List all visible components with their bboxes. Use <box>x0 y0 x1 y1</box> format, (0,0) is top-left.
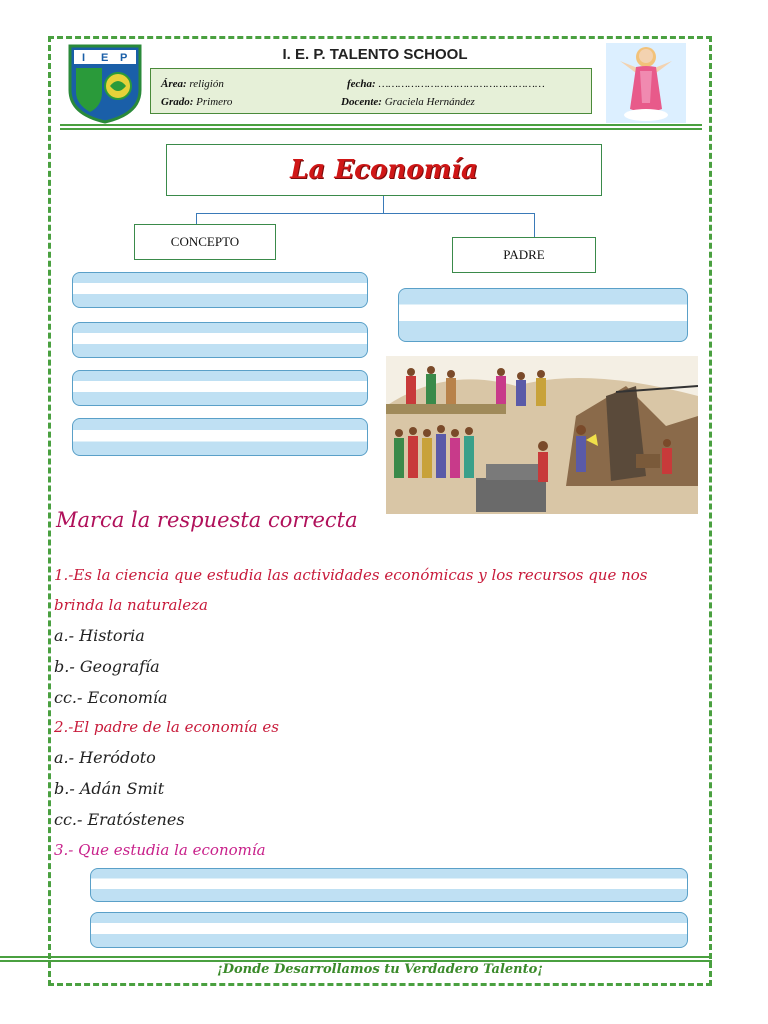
svg-text:P: P <box>120 52 128 64</box>
area-value: religión <box>189 78 224 90</box>
padre-answer-line[interactable] <box>398 288 688 342</box>
fecha-value: …………………………………………… <box>378 78 545 90</box>
docente-value: Graciela Hernández <box>384 96 475 108</box>
child-figure-image <box>606 43 686 123</box>
question-3-answer-line-2[interactable] <box>90 912 688 948</box>
connector-stem <box>383 196 384 214</box>
question-1-line-1: 1.-Es la ciencia que estudia las actividades económicas y los recursos que nos <box>54 566 648 584</box>
header-divider-2 <box>60 128 702 130</box>
question-2: 2.-El padre de la economía es <box>54 718 279 736</box>
concepto-box: CONCEPTO <box>134 224 276 260</box>
concept-answer-line-1[interactable] <box>72 272 368 308</box>
grado-label: Grado: <box>161 96 194 108</box>
concept-answer-line-3[interactable] <box>72 370 368 406</box>
school-logo <box>66 42 144 124</box>
question-1-option-a[interactable]: a.- Historia <box>54 626 145 645</box>
question-2-option-c[interactable]: cc.- Eratóstenes <box>54 810 185 829</box>
svg-text:I: I <box>82 52 86 64</box>
question-1-line-2: brinda la naturaleza <box>54 596 208 614</box>
economy-illustration <box>386 356 698 514</box>
footer-motto: ¡Donde Desarrollamos tu Verdadero Talento¡ <box>216 962 544 977</box>
question-2-option-a[interactable]: a.- Heródoto <box>54 748 156 767</box>
question-3: 3.- Que estudia la economía <box>54 841 266 859</box>
fecha-label: fecha: <box>347 78 376 90</box>
school-name: I. E. P. TALENTO SCHOOL <box>282 46 468 63</box>
connector-right <box>534 213 535 237</box>
header-divider <box>60 124 702 126</box>
diagram-title: La Economía <box>290 155 478 185</box>
docente-label: Docente: <box>341 96 382 108</box>
svg-text:E: E <box>101 52 109 64</box>
grado-value: Primero <box>196 96 233 108</box>
info-box <box>150 68 592 114</box>
section-heading: Marca la respuesta correcta <box>56 508 358 532</box>
padre-box: PADRE <box>452 237 596 273</box>
question-1-option-b[interactable]: b.- Geografía <box>54 657 160 676</box>
question-2-option-b[interactable]: b.- Adán Smit <box>54 779 165 798</box>
footer-divider <box>0 956 712 958</box>
question-1-option-c[interactable]: cc.- Economía <box>54 688 168 707</box>
title-box <box>166 144 602 196</box>
question-3-answer-line-1[interactable] <box>90 868 688 902</box>
connector-bar <box>196 213 534 214</box>
concept-answer-line-4[interactable] <box>72 418 368 456</box>
concept-answer-line-2[interactable] <box>72 322 368 358</box>
area-label: Área: <box>161 78 187 90</box>
